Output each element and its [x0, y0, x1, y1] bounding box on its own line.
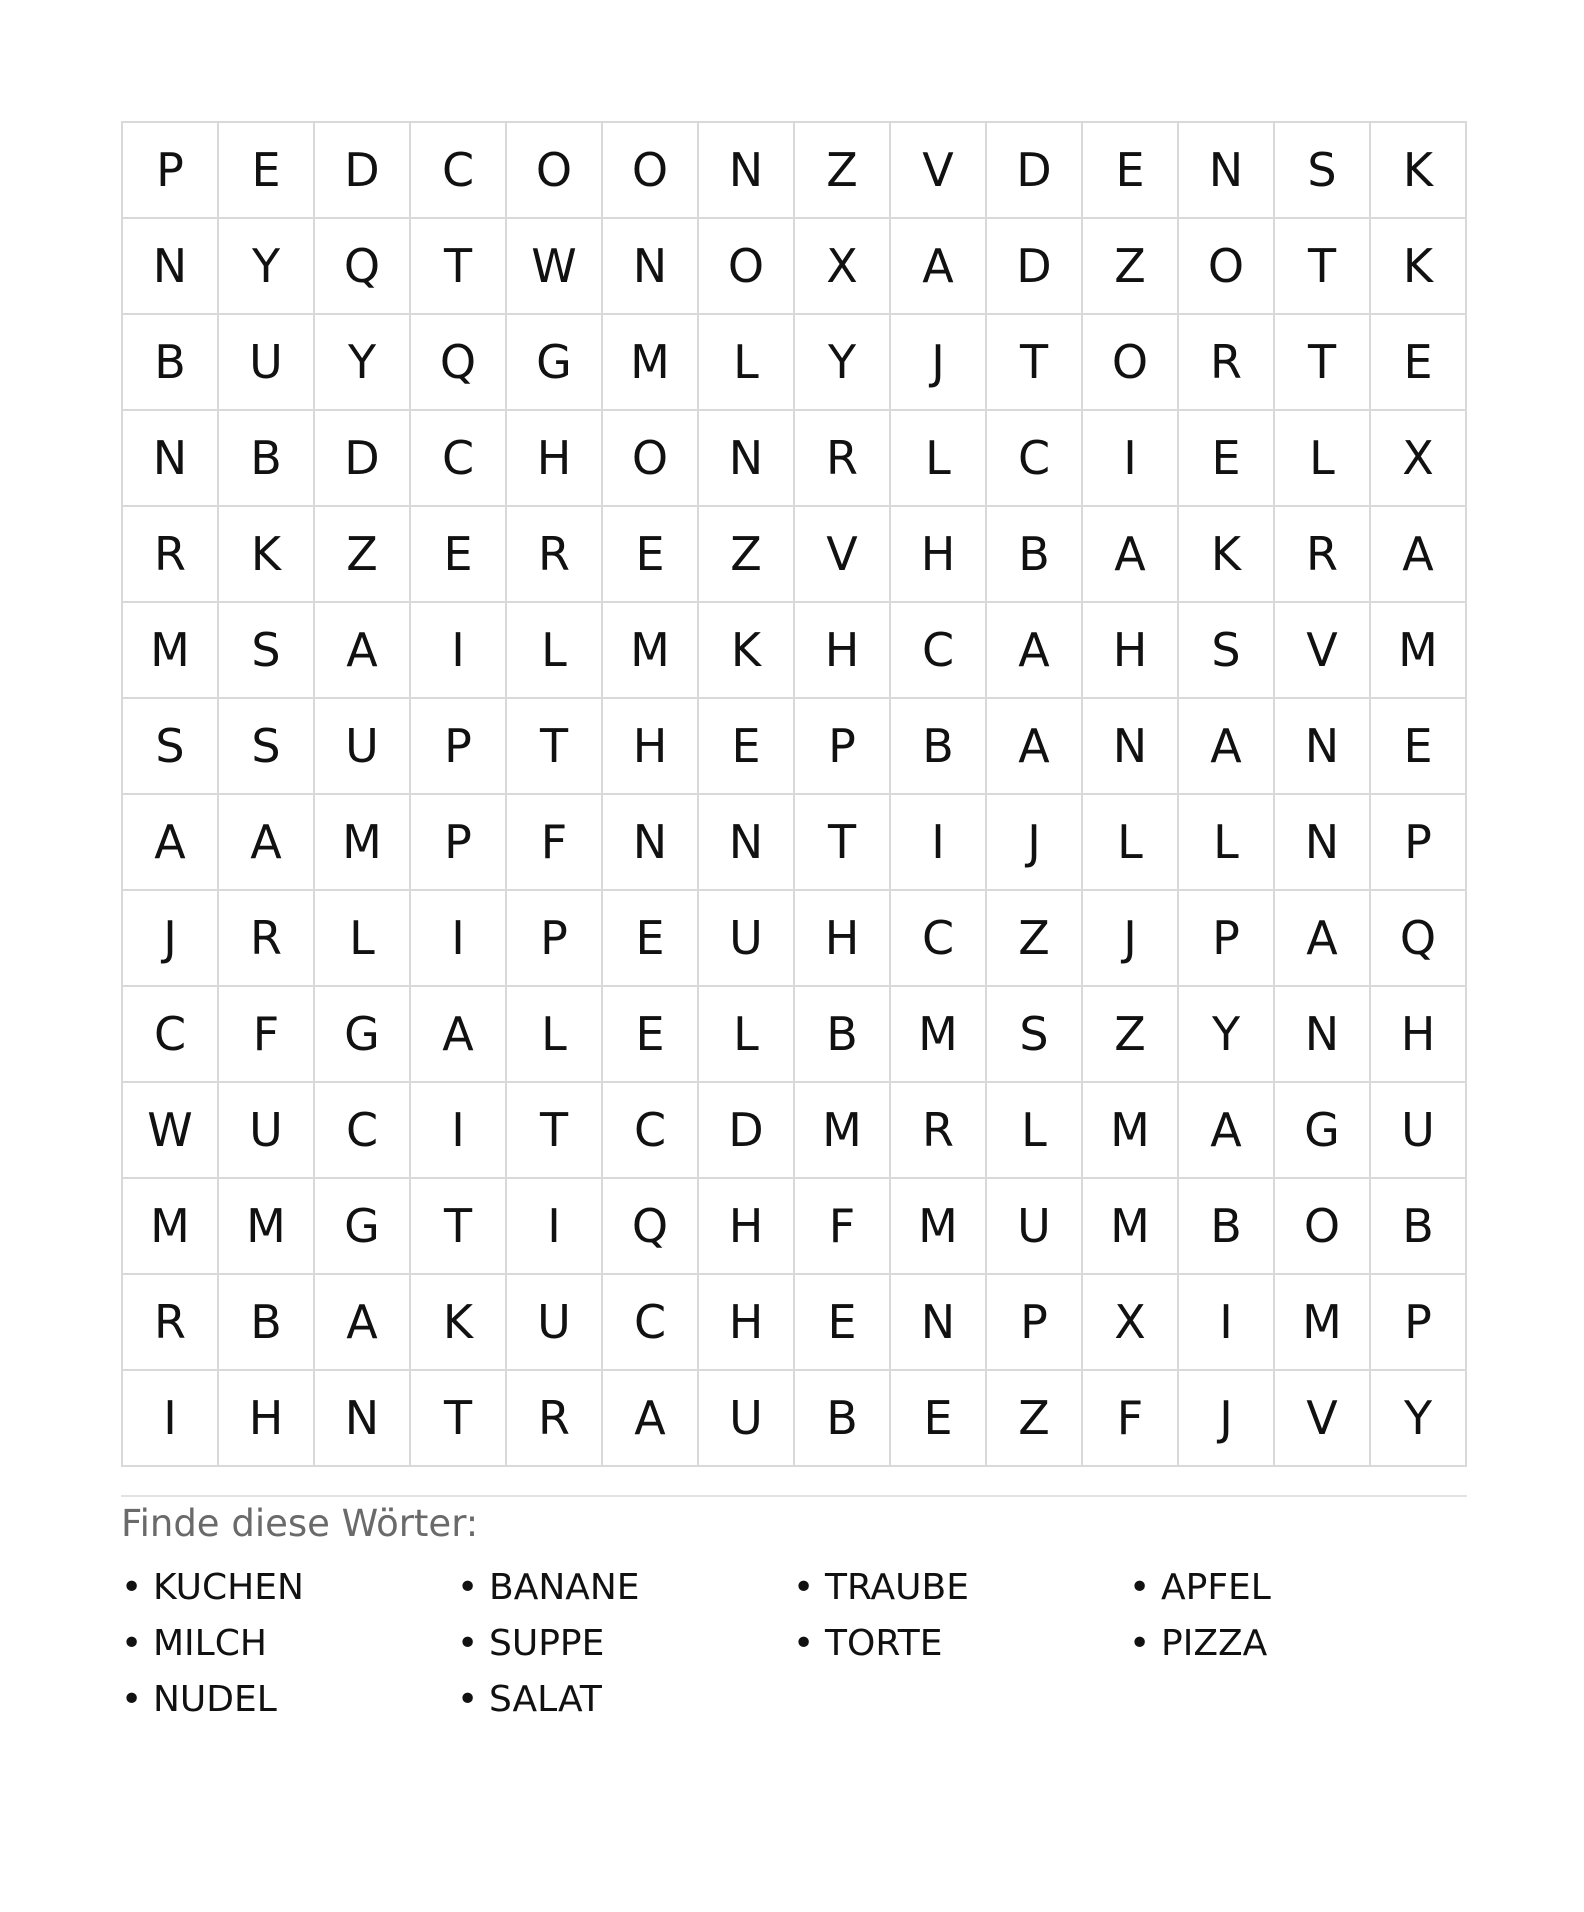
grid-cell[interactable]: O — [1083, 315, 1179, 411]
grid-cell[interactable]: E — [219, 123, 315, 219]
grid-cell[interactable]: P — [123, 123, 219, 219]
grid-cell[interactable]: Y — [315, 315, 411, 411]
grid-cell[interactable]: L — [699, 315, 795, 411]
grid-cell[interactable]: X — [1083, 1275, 1179, 1371]
grid-cell[interactable]: U — [219, 315, 315, 411]
grid-cell[interactable]: B — [1371, 1179, 1467, 1275]
word-label: SUPPE — [489, 1623, 605, 1664]
grid-cell[interactable]: M — [603, 315, 699, 411]
word-list-item — [121, 1616, 457, 1672]
grid-cell[interactable]: B — [123, 315, 219, 411]
grid-cell[interactable]: N — [891, 1275, 987, 1371]
grid-cell[interactable]: B — [219, 1275, 315, 1371]
grid-cell[interactable]: P — [507, 891, 603, 987]
grid-cell[interactable]: A — [1179, 699, 1275, 795]
grid-cell[interactable]: E — [699, 699, 795, 795]
grid-cell[interactable]: N — [699, 123, 795, 219]
grid-cell[interactable]: Q — [1371, 891, 1467, 987]
grid-cell[interactable]: A — [123, 795, 219, 891]
bullet-icon: • — [121, 1623, 143, 1664]
grid-cell[interactable]: M — [1275, 1275, 1371, 1371]
bullet-icon: • — [1129, 1623, 1151, 1664]
grid-cell[interactable]: E — [1371, 315, 1467, 411]
grid-cell[interactable]: D — [987, 219, 1083, 315]
grid-cell[interactable]: H — [1083, 603, 1179, 699]
grid-cell[interactable]: M — [891, 987, 987, 1083]
grid-cell[interactable]: H — [699, 1179, 795, 1275]
grid-cell[interactable]: M — [603, 603, 699, 699]
grid-cell[interactable]: P — [795, 699, 891, 795]
grid-cell[interactable]: A — [411, 987, 507, 1083]
grid-cell[interactable]: T — [411, 1179, 507, 1275]
grid-cell[interactable]: L — [891, 411, 987, 507]
grid-cell[interactable]: G — [1275, 1083, 1371, 1179]
word-label: SALAT — [489, 1679, 602, 1720]
grid-cell[interactable]: K — [1371, 219, 1467, 315]
grid-cell[interactable]: H — [795, 603, 891, 699]
grid-cell[interactable]: R — [507, 1371, 603, 1467]
grid-cell[interactable]: I — [891, 795, 987, 891]
grid-cell[interactable]: P — [1179, 891, 1275, 987]
grid-cell[interactable]: Z — [1083, 219, 1179, 315]
grid-cell[interactable]: A — [987, 699, 1083, 795]
grid-cell[interactable]: I — [411, 1083, 507, 1179]
grid-cell[interactable]: P — [1371, 795, 1467, 891]
grid-cell[interactable]: I — [1179, 1275, 1275, 1371]
grid-cell[interactable]: V — [795, 507, 891, 603]
grid-cell[interactable]: L — [699, 987, 795, 1083]
grid-cell[interactable]: E — [603, 987, 699, 1083]
grid-cell[interactable]: H — [603, 699, 699, 795]
grid-cell[interactable]: N — [315, 1371, 411, 1467]
grid-cell[interactable]: T — [987, 315, 1083, 411]
grid-cell[interactable]: L — [1275, 411, 1371, 507]
grid-cell[interactable]: J — [123, 891, 219, 987]
grid-cell[interactable]: P — [987, 1275, 1083, 1371]
grid-cell[interactable]: N — [699, 795, 795, 891]
grid-cell[interactable]: T — [1275, 315, 1371, 411]
grid-cell[interactable]: U — [507, 1275, 603, 1371]
grid-cell[interactable]: B — [891, 699, 987, 795]
grid-cell[interactable]: K — [1179, 507, 1275, 603]
grid-cell[interactable]: R — [123, 507, 219, 603]
grid-cell[interactable]: A — [891, 219, 987, 315]
word-list-item — [457, 1672, 793, 1728]
grid-cell[interactable]: B — [987, 507, 1083, 603]
grid-cell[interactable]: O — [1179, 219, 1275, 315]
grid-cell[interactable]: G — [507, 315, 603, 411]
grid-cell[interactable]: R — [123, 1275, 219, 1371]
grid-cell[interactable]: F — [219, 987, 315, 1083]
grid-cell[interactable]: C — [603, 1083, 699, 1179]
grid-cell[interactable]: K — [411, 1275, 507, 1371]
grid-cell[interactable]: A — [315, 603, 411, 699]
grid-cell[interactable]: U — [1371, 1083, 1467, 1179]
grid-cell[interactable]: D — [315, 123, 411, 219]
grid-cell[interactable]: F — [795, 1179, 891, 1275]
grid-cell[interactable]: E — [1371, 699, 1467, 795]
grid-cell[interactable]: W — [123, 1083, 219, 1179]
grid-cell[interactable]: A — [987, 603, 1083, 699]
grid-cell[interactable]: M — [123, 1179, 219, 1275]
grid-cell[interactable]: U — [699, 1371, 795, 1467]
word-list-item — [457, 1616, 793, 1672]
grid-cell[interactable]: I — [411, 891, 507, 987]
grid-cell[interactable]: W — [507, 219, 603, 315]
grid-cell[interactable]: L — [1179, 795, 1275, 891]
grid-cell[interactable]: J — [1179, 1371, 1275, 1467]
grid-cell[interactable]: N — [123, 219, 219, 315]
grid-cell[interactable]: J — [987, 795, 1083, 891]
grid-cell[interactable]: N — [1083, 699, 1179, 795]
grid-cell[interactable]: M — [1371, 603, 1467, 699]
grid-cell[interactable]: S — [1179, 603, 1275, 699]
grid-cell[interactable]: B — [1179, 1179, 1275, 1275]
grid-cell[interactable]: L — [507, 987, 603, 1083]
grid-cell[interactable]: I — [507, 1179, 603, 1275]
grid-cell[interactable]: J — [1083, 891, 1179, 987]
grid-cell[interactable]: O — [1275, 1179, 1371, 1275]
grid-cell[interactable]: D — [699, 1083, 795, 1179]
word-list — [121, 1560, 1467, 1728]
word-label: APFEL — [1161, 1567, 1271, 1608]
grid-cell[interactable]: J — [891, 315, 987, 411]
grid-cell[interactable]: L — [1083, 795, 1179, 891]
grid-cell[interactable]: Z — [1083, 987, 1179, 1083]
grid-cell[interactable]: E — [795, 1275, 891, 1371]
word-list-item — [457, 1560, 793, 1616]
grid-cell[interactable]: Y — [1179, 987, 1275, 1083]
grid-cell[interactable]: C — [123, 987, 219, 1083]
grid-cell[interactable]: B — [219, 411, 315, 507]
grid-cell[interactable]: C — [411, 123, 507, 219]
grid-cell[interactable]: D — [987, 123, 1083, 219]
grid-cell[interactable]: C — [891, 891, 987, 987]
grid-cell[interactable]: T — [507, 699, 603, 795]
grid-cell[interactable]: N — [1275, 987, 1371, 1083]
grid-cell[interactable]: M — [1083, 1083, 1179, 1179]
grid-cell[interactable]: Y — [219, 219, 315, 315]
grid-cell[interactable]: G — [315, 987, 411, 1083]
grid-cell[interactable]: R — [507, 507, 603, 603]
grid-cell[interactable]: N — [1275, 795, 1371, 891]
grid-cell[interactable]: K — [219, 507, 315, 603]
grid-cell[interactable]: G — [315, 1179, 411, 1275]
grid-cell[interactable]: U — [987, 1179, 1083, 1275]
word-label: NUDEL — [153, 1679, 277, 1720]
bullet-icon: • — [457, 1567, 479, 1608]
grid-cell[interactable]: M — [795, 1083, 891, 1179]
grid-cell[interactable]: E — [891, 1371, 987, 1467]
grid-cell[interactable]: Z — [315, 507, 411, 603]
grid-cell[interactable]: S — [1275, 123, 1371, 219]
grid-cell[interactable]: O — [699, 219, 795, 315]
grid-cell[interactable]: B — [795, 1371, 891, 1467]
word-list-item — [121, 1560, 457, 1616]
grid-cell[interactable]: L — [315, 891, 411, 987]
word-label: PIZZA — [1161, 1623, 1268, 1664]
grid-cell[interactable]: Q — [411, 315, 507, 411]
grid-cell[interactable]: E — [603, 891, 699, 987]
grid-cell[interactable]: E — [603, 507, 699, 603]
grid-cell[interactable]: T — [411, 1371, 507, 1467]
grid-cell[interactable]: H — [795, 891, 891, 987]
grid-cell[interactable]: C — [411, 411, 507, 507]
grid-cell[interactable]: D — [315, 411, 411, 507]
grid-cell[interactable]: Z — [987, 891, 1083, 987]
grid-cell[interactable]: X — [1371, 411, 1467, 507]
grid-cell[interactable]: H — [219, 1371, 315, 1467]
bullet-icon: • — [1129, 1567, 1151, 1608]
grid-cell[interactable]: Z — [699, 507, 795, 603]
word-list-item — [1129, 1560, 1465, 1616]
grid-cell[interactable]: L — [507, 603, 603, 699]
grid-cell[interactable]: T — [795, 795, 891, 891]
grid-cell[interactable]: Z — [987, 1371, 1083, 1467]
grid-cell[interactable]: M — [891, 1179, 987, 1275]
grid-cell[interactable]: N — [699, 411, 795, 507]
grid-cell[interactable]: O — [507, 123, 603, 219]
grid-cell[interactable]: A — [315, 1275, 411, 1371]
grid-cell[interactable]: L — [987, 1083, 1083, 1179]
grid-cell[interactable]: F — [1083, 1371, 1179, 1467]
word-label: MILCH — [153, 1623, 267, 1664]
grid-cell[interactable]: N — [603, 795, 699, 891]
grid-cell[interactable]: O — [603, 123, 699, 219]
word-list-item — [793, 1616, 1129, 1672]
grid-cell[interactable]: U — [219, 1083, 315, 1179]
grid-cell[interactable]: R — [219, 891, 315, 987]
grid-cell[interactable]: E — [411, 507, 507, 603]
grid-cell[interactable]: C — [987, 411, 1083, 507]
grid-cell[interactable]: A — [1083, 507, 1179, 603]
grid-cell[interactable]: N — [123, 411, 219, 507]
grid-cell[interactable]: R — [1275, 507, 1371, 603]
grid-cell[interactable]: Y — [795, 315, 891, 411]
word-label: TRAUBE — [825, 1567, 969, 1608]
bullet-icon: • — [457, 1623, 479, 1664]
bullet-icon: • — [121, 1567, 143, 1608]
bullet-icon: • — [457, 1679, 479, 1720]
letter-grid — [121, 121, 1467, 1467]
grid-cell[interactable]: K — [1371, 123, 1467, 219]
grid-cell[interactable]: V — [1275, 603, 1371, 699]
grid-cell[interactable]: H — [1371, 987, 1467, 1083]
word-label: BANANE — [489, 1567, 640, 1608]
grid-cell[interactable]: E — [1179, 411, 1275, 507]
grid-cell[interactable]: I — [123, 1371, 219, 1467]
grid-cell[interactable]: Q — [603, 1179, 699, 1275]
word-label: TORTE — [825, 1623, 943, 1664]
grid-cell[interactable]: I — [411, 603, 507, 699]
grid-cell[interactable]: H — [891, 507, 987, 603]
word-label: KUCHEN — [153, 1567, 304, 1608]
grid-cell[interactable]: A — [219, 795, 315, 891]
bullet-icon: • — [793, 1623, 815, 1664]
grid-cell[interactable]: Q — [315, 219, 411, 315]
grid-cell[interactable]: P — [1371, 1275, 1467, 1371]
grid-cell[interactable]: V — [1275, 1371, 1371, 1467]
grid-cell[interactable]: H — [699, 1275, 795, 1371]
grid-cell[interactable]: N — [1275, 699, 1371, 795]
divider — [121, 1495, 1467, 1497]
grid-cell[interactable]: V — [891, 123, 987, 219]
grid-cell[interactable]: A — [1371, 507, 1467, 603]
grid-cell[interactable]: U — [699, 891, 795, 987]
grid-cell[interactable]: T — [1275, 219, 1371, 315]
grid-cell[interactable]: I — [1083, 411, 1179, 507]
bullet-icon: • — [121, 1679, 143, 1720]
grid-cell[interactable]: U — [315, 699, 411, 795]
grid-cell[interactable]: S — [219, 603, 315, 699]
grid-cell[interactable]: R — [891, 1083, 987, 1179]
word-list-item — [793, 1560, 1129, 1616]
grid-cell[interactable]: N — [1179, 123, 1275, 219]
grid-cell[interactable]: N — [603, 219, 699, 315]
grid-cell[interactable]: O — [603, 411, 699, 507]
grid-cell[interactable]: P — [411, 699, 507, 795]
grid-cell[interactable]: X — [795, 219, 891, 315]
grid-cell[interactable]: R — [1179, 315, 1275, 411]
grid-cell[interactable]: S — [123, 699, 219, 795]
grid-cell[interactable]: A — [603, 1371, 699, 1467]
grid-cell[interactable]: M — [315, 795, 411, 891]
grid-cell[interactable]: S — [219, 699, 315, 795]
grid-cell[interactable]: C — [891, 603, 987, 699]
grid-cell[interactable]: F — [507, 795, 603, 891]
grid-cell[interactable]: B — [795, 987, 891, 1083]
grid-cell[interactable]: M — [219, 1179, 315, 1275]
grid-cell[interactable]: K — [699, 603, 795, 699]
grid-cell[interactable]: C — [603, 1275, 699, 1371]
grid-cell[interactable]: H — [507, 411, 603, 507]
grid-cell[interactable]: S — [987, 987, 1083, 1083]
grid-cell[interactable]: R — [795, 411, 891, 507]
word-list-heading: Finde diese Wörter: — [121, 1502, 479, 1545]
grid-cell[interactable]: A — [1179, 1083, 1275, 1179]
grid-cell[interactable]: P — [411, 795, 507, 891]
grid-cell[interactable]: C — [315, 1083, 411, 1179]
word-list-item — [121, 1672, 457, 1728]
grid-cell[interactable]: T — [411, 219, 507, 315]
word-list-item — [1129, 1616, 1465, 1672]
grid-cell[interactable]: Y — [1371, 1371, 1467, 1467]
grid-cell[interactable]: E — [1083, 123, 1179, 219]
grid-cell[interactable]: T — [507, 1083, 603, 1179]
grid-cell[interactable]: M — [1083, 1179, 1179, 1275]
bullet-icon: • — [793, 1567, 815, 1608]
grid-cell[interactable]: Z — [795, 123, 891, 219]
grid-cell[interactable]: A — [1275, 891, 1371, 987]
grid-cell[interactable]: M — [123, 603, 219, 699]
